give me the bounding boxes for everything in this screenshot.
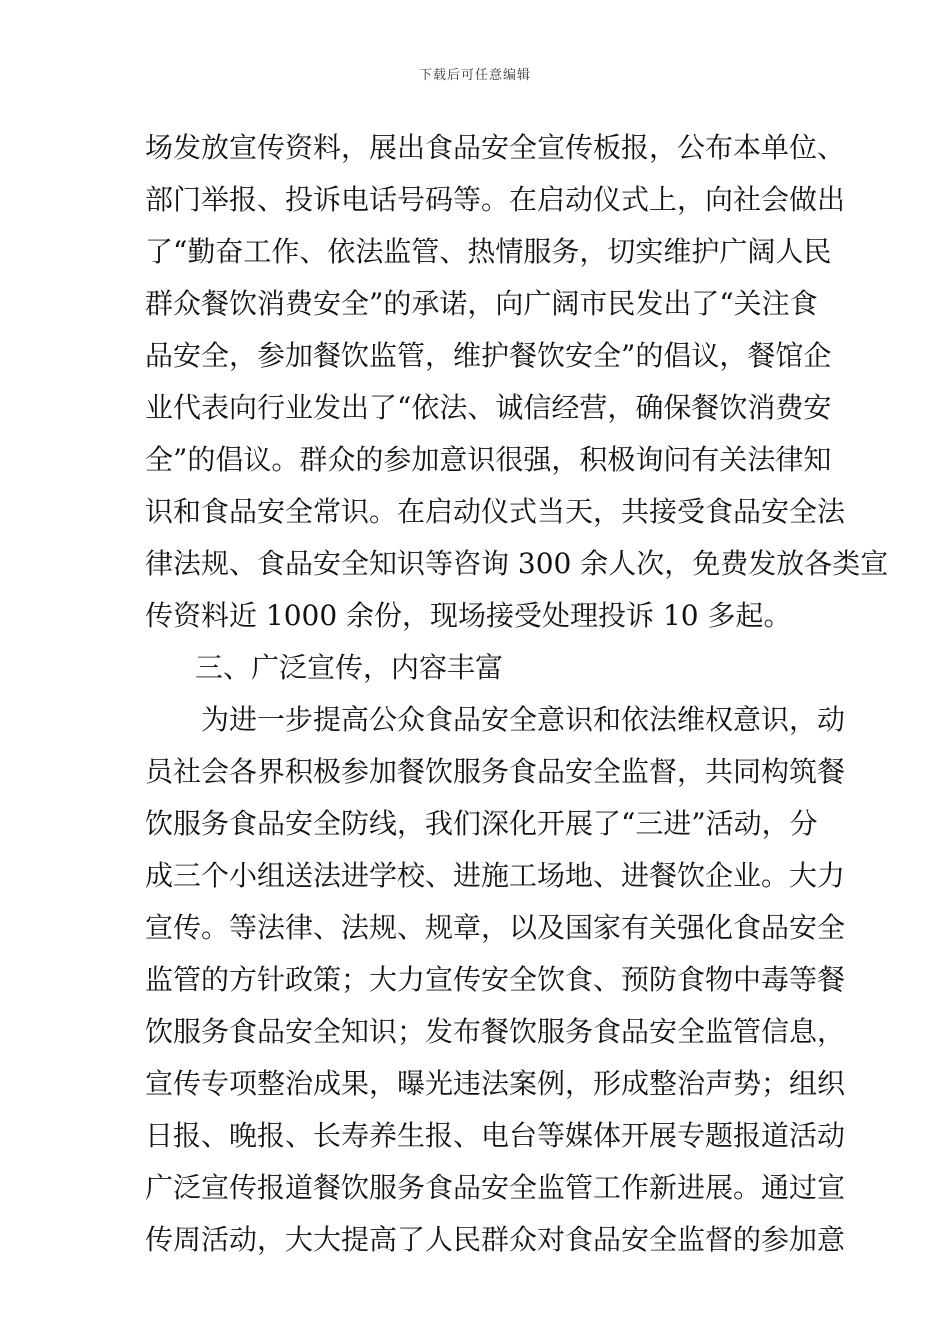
text-line: 为进一步提高公众食品安全意识和依法维权意识，动 — [201, 703, 846, 736]
text-line: 识和食品安全常识。在启动仪式当天，共接受食品安全法 — [145, 495, 846, 528]
document-body — [145, 122, 889, 1266]
text-line: 宣传专项整治成果，曝光违法案例，形成整治声势；组织 — [145, 1067, 846, 1100]
text-line: 监管的方针政策；大力宣传安全饮食、预防食物中毒等餐 — [145, 963, 846, 996]
text-line: 律法规、食品安全知识等咨询 300 余人次，免费发放各类宣 — [145, 547, 889, 580]
text-line: 饮服务食品安全防线，我们深化开展了“三进”活动，分 — [145, 807, 818, 840]
text-line: 广泛宣传报道餐饮服务食品安全监管工作新进展。通过宣 — [145, 1171, 846, 1204]
page-header: 下载后可任意编辑 — [418, 68, 531, 83]
text-line: 部门举报、投诉电话号码等。在启动仪式上，向社会做出 — [145, 183, 846, 216]
text-line: 饮服务食品安全知识；发布餐饮服务食品安全监管信息， — [145, 1015, 846, 1048]
text-line: 宣传。等法律、法规、规章，以及国家有关强化食品安全 — [145, 911, 846, 944]
text-line: 群众餐饮消费安全”的承诺，向广阔市民发出了“关注食 — [145, 287, 818, 320]
section-heading: 三、广泛宣传，内容丰富 — [195, 651, 504, 684]
text-line: 成三个小组送法进学校、进施工场地、进餐饮企业。大力 — [145, 859, 846, 892]
text-line: 传资料近 1000 余份，现场接受处理投诉 10 多起。 — [145, 599, 792, 632]
text-line: 全”的倡议。群众的参加意识很强，积极询问有关法律知 — [145, 443, 832, 476]
text-line: 品安全，参加餐饮监管，维护餐饮安全”的倡议，餐馆企 — [145, 339, 832, 372]
text-line: 场发放宣传资料，展出食品安全宣传板报，公布本单位、 — [145, 131, 846, 164]
text-line: 了“勤奋工作、依法监管、热情服务，切实维护广阔人民 — [145, 235, 832, 268]
text-line: 日报、晚报、长寿养生报、电台等媒体开展专题报道活动 — [145, 1119, 846, 1152]
text-line: 员社会各界积极参加餐饮服务食品安全监督，共同构筑餐 — [145, 755, 846, 788]
text-line: 传周活动，大大提高了人民群众对食品安全监督的参加意 — [145, 1223, 846, 1256]
text-line: 业代表向行业发出了“依法、诚信经营，确保餐饮消费安 — [145, 391, 832, 424]
